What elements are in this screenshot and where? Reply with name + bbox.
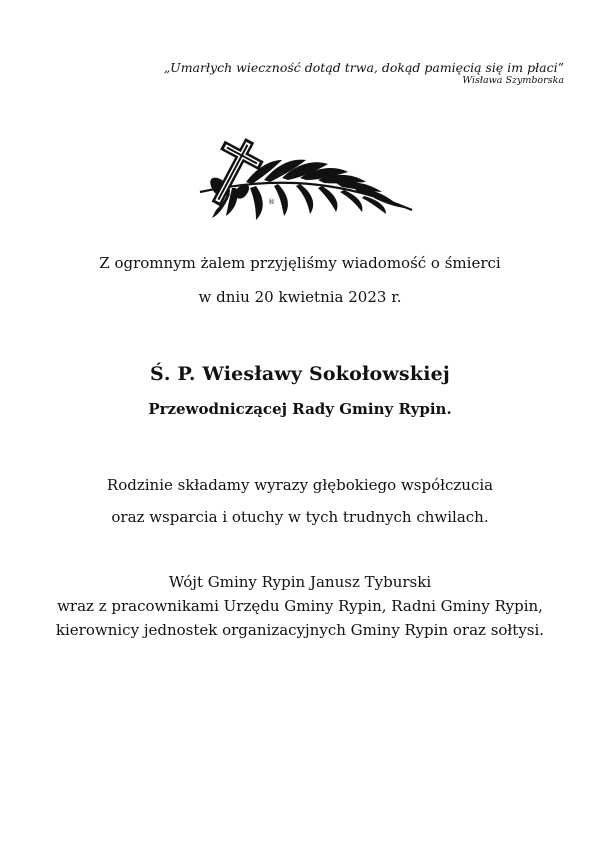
quote-text: „Umarłych wieczność dotąd trwa, dokąd pamięcią się im płaci” [163,60,564,75]
announcement-line-1: Z ogromnym żalem przyjęliśmy wiadomość o śmierci [99,254,501,272]
announcement-line-2: w dniu 20 kwietnia 2023 r. [198,288,402,306]
signature-line-3: kierownicy jednostek organizacyjnych Gminy Rypin oraz sołtysi. [55,621,545,639]
condolences-line-1: Rodzinie składamy wyrazy głębokiego współczucia [106,476,494,494]
deceased-title: Przewodniczącej Rady Gminy Rypin. [148,400,452,418]
quote-author: Wisława Szymborska [462,75,564,86]
registered-mark: ® [268,198,275,206]
signature-line-1: Wójt Gminy Rypin Janusz Tyburski [168,573,432,591]
cross-palm-icon [186,130,416,222]
quote-block [164,60,564,87]
signature-line-2: wraz z pracownikami Urzędu Gminy Rypin, Radni Gminy Rypin, [57,597,543,615]
deceased-name: Ś. P. Wiesławy Sokołowskiej [150,363,450,385]
condolences-line-2: oraz wsparcia i otuchy w tych trudnych chwilach. [111,508,489,526]
